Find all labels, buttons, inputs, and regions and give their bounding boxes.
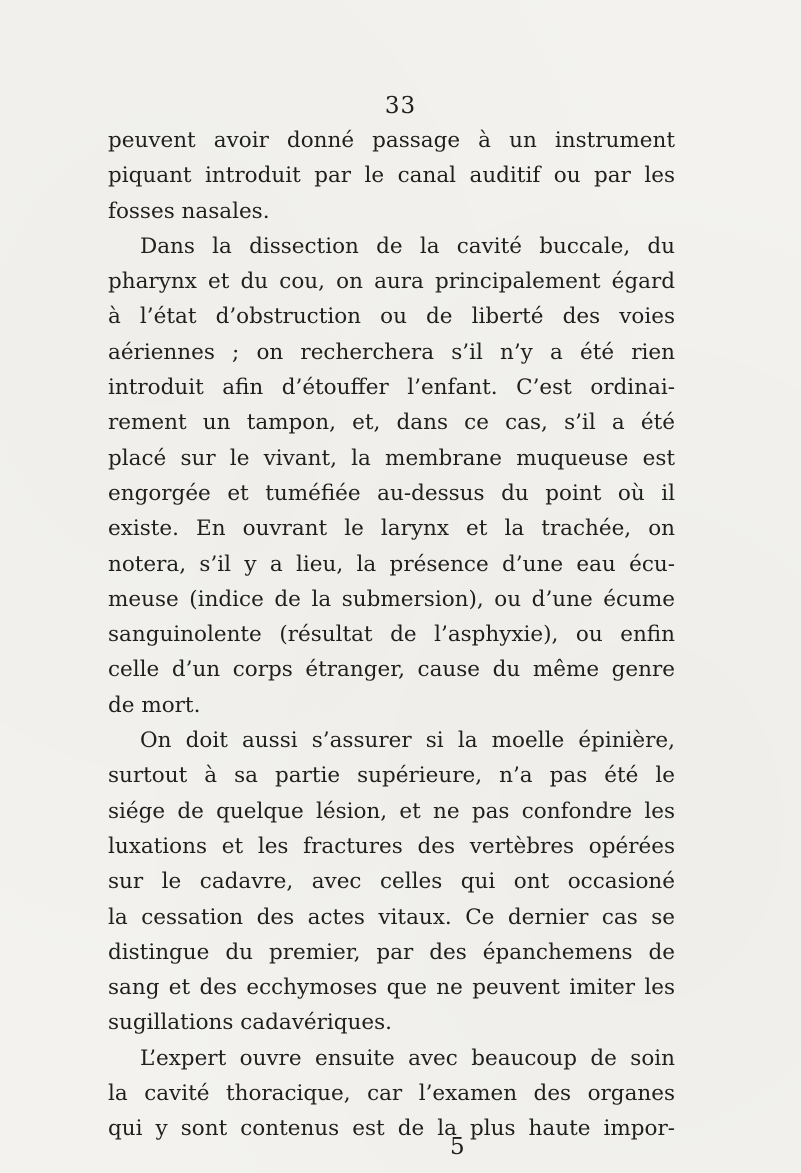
text-line: rement un tampon, et, dans ce cas, s’il a été [108, 410, 675, 436]
text-line: L’expert ouvre ensuite avec beaucoup de soin [140, 1045, 675, 1071]
text-line: existe. En ouvrant le larynx et la trachée, on [108, 516, 675, 542]
text-line: sur le cadavre, avec celles qui ont occasioné [108, 869, 675, 895]
text-line: la cavité thoracique, car l’examen des organes [108, 1081, 675, 1107]
text-line: On doit aussi s’assurer si la moelle épinière, [140, 728, 675, 754]
body-text [108, 123, 675, 1147]
text-line: meuse (indice de la submersion), ou d’une écume [108, 586, 675, 612]
page-number: 33 [384, 93, 417, 119]
text-line: notera, s’il y a lieu, la présence d’une eau écu- [108, 551, 675, 577]
text-line: la cessation des actes vitaux. Ce dernier cas se [108, 904, 675, 930]
text-line: sugillations cadavériques. [108, 1010, 392, 1036]
text-line: engorgée et tuméfiée au-dessus du point où il [108, 480, 675, 506]
text-line: Dans la dissection de la cavité buccale, du [140, 233, 675, 259]
text-line: peuvent avoir donné passage à un instrument [108, 128, 675, 153]
signature-mark: 5 [450, 1134, 465, 1160]
text-line: distingue du premier, par des épanchemens de [108, 939, 675, 965]
text-line: qui y sont contenus est de la plus haute impor- [108, 1116, 675, 1142]
text-line: celle d’un corps étranger, cause du même genre [108, 657, 675, 683]
text-line: placé sur le vivant, la membrane muqueuse est [108, 445, 675, 471]
text-line: introduit afin d’étouffer l’enfant. C’est ordinai- [108, 375, 675, 401]
text-line: siége de quelque lésion, et ne pas confondre les [108, 798, 675, 824]
text-line: à l’état d’obstruction ou de liberté des voies [108, 304, 675, 330]
text-line: fosses nasales. [108, 198, 270, 224]
text-line: de mort. [108, 692, 201, 718]
text-line: aériennes ; on recherchera s’il n’y a été rien [108, 339, 675, 365]
text-line: surtout à sa partie supérieure, n’a pas été le [108, 763, 675, 789]
text-line: pharynx et du cou, on aura principalement égard [108, 269, 675, 295]
text-line: sang et des ecchymoses que ne peuvent imiter les [108, 975, 675, 1001]
text-line: sanguinolente (résultat de l’asphyxie), ou enfin [108, 622, 675, 648]
text-line: piquant introduit par le canal auditif ou par les [108, 163, 675, 189]
text-line: luxations et les fractures des vertèbres opérées [108, 833, 675, 859]
